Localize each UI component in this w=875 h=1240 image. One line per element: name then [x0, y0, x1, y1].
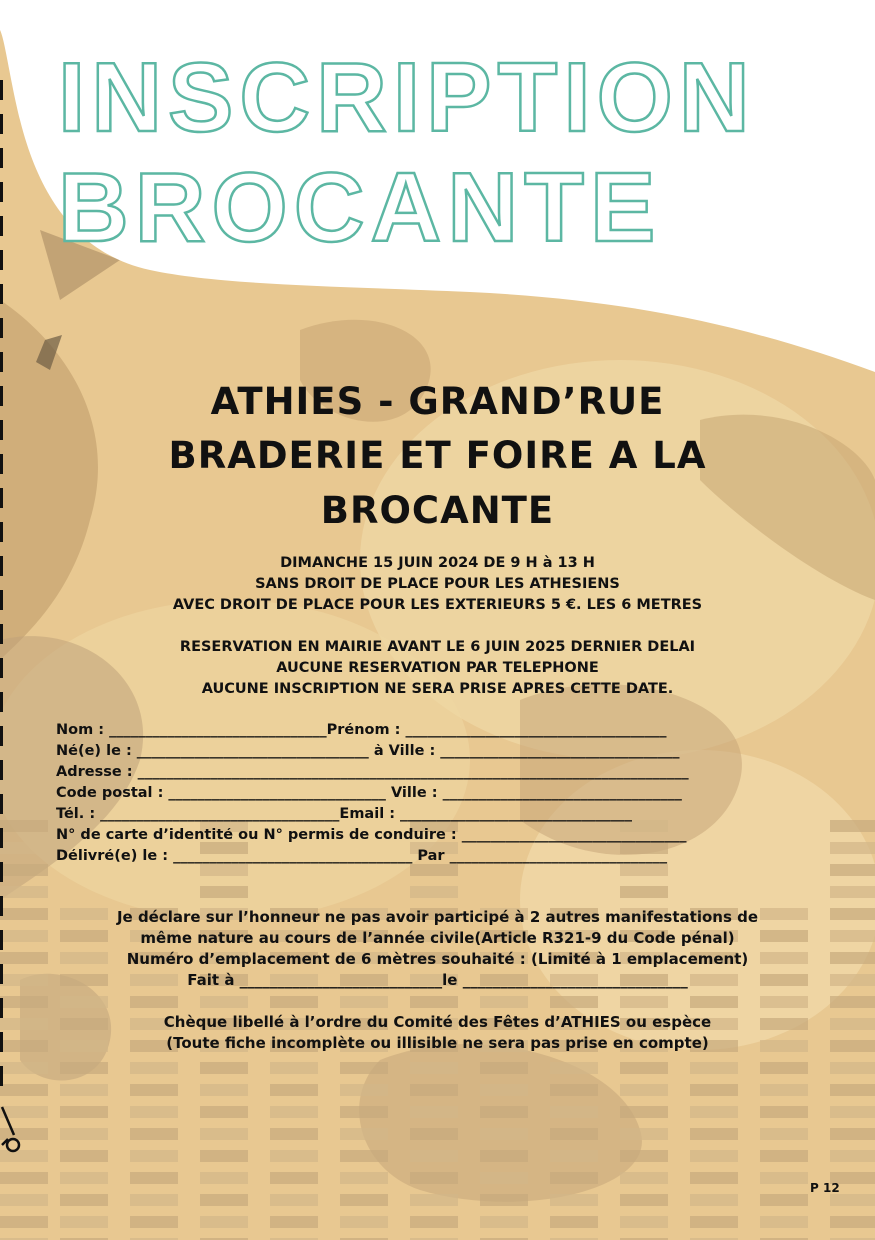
payment-line-1: Chèque libellé à l’ordre du Comité des Fêtes d’ATHIES ou espèce — [163, 1013, 712, 1031]
field-issued[interactable]: Délivré(e) le : _________________________________ Par ______________________________ — [56, 849, 668, 864]
declaration-signature[interactable]: Fait à ___________________________le ______________________________ — [187, 971, 688, 989]
scissors-icon — [2, 1107, 19, 1151]
field-phone-email[interactable]: Tél. : _________________________________Email : ________________________________ — [56, 807, 633, 822]
field-name[interactable]: Nom : ______________________________Prénom : ____________________________________ — [56, 723, 667, 738]
declaration-line-3: Numéro d’emplacement de 6 mètres souhaité : (Limité à 1 emplacement) — [126, 950, 749, 968]
field-id-number[interactable]: N° de carte d’identité ou N° permis de conduire : _______________________________ — [56, 828, 687, 843]
page-number: P 12 — [810, 1181, 840, 1195]
detail-date: DIMANCHE 15 JUIN 2024 DE 9 H à 13 H — [280, 555, 595, 571]
cut-line — [0, 0, 30, 1240]
headline-line-3: BROCANTE — [320, 489, 555, 532]
declaration-line-2: même nature au cours de l’année civile(Article R321-9 du Code pénal) — [140, 929, 735, 947]
payment-line-2: (Toute fiche incomplète ou illisible ne sera pas prise en compte) — [166, 1034, 709, 1052]
headline-line-2: BRADERIE ET FOIRE A LA — [168, 434, 707, 477]
reservation-phone: AUCUNE RESERVATION PAR TELEPHONE — [276, 660, 599, 676]
detail-locals: SANS DROIT DE PLACE POUR LES ATHESIENS — [255, 576, 620, 592]
field-postal-code[interactable]: Code postal : ______________________________ Ville : _________________________________ — [56, 786, 682, 801]
headline-line-1: ATHIES - GRAND’RUE — [210, 380, 665, 423]
declaration-line-1: Je déclare sur l’honneur ne pas avoir participé à 2 autres manifestations de — [116, 908, 759, 926]
reservation-deadline: RESERVATION EN MAIRIE AVANT LE 6 JUIN 2025 DERNIER DELAI — [179, 639, 696, 655]
field-address[interactable]: Adresse : ____________________________________________________________________________ — [56, 765, 689, 780]
detail-exterior: AVEC DROIT DE PLACE POUR LES EXTERIEURS 5 €. LES 6 METRES — [172, 597, 703, 613]
reservation-after: AUCUNE INSCRIPTION NE SERA PRISE APRES CETTE DATE. — [201, 681, 674, 697]
field-birth[interactable]: Né(e) le : ________________________________ à Ville : _________________________________ — [56, 744, 680, 759]
title-line-2: BROCANTE — [58, 152, 662, 262]
title-line-1: INSCRIPTION — [58, 42, 756, 152]
